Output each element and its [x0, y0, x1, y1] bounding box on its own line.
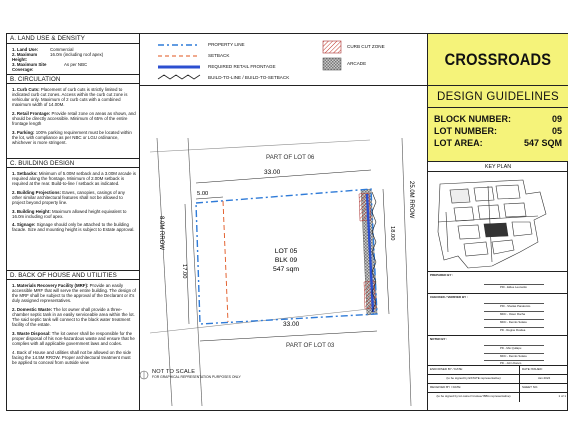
guideline-notes-column — [7, 34, 140, 410]
legend-build-to-line: BUILD-TO-LINE / BUILD-TO-SETBACK — [208, 75, 290, 80]
section-back-of-house: 1. Materials Recovery Facility (MRF): Provide an easily accessible MRF that will serve the entire building. The design of the MRF shall be subject to the approval of the Declarant or it's duly assigned representatives. 2. Domestic Waste: The lot owner shall provide a three-chamber septic tank in an easily serviceable area within the lot. The said septic tank will connect to the black water treatment facility of the estate. 3. Waste Disposal: The lot owner shall be responsible for the proper disposal of his non-hazardous waste and ensure that he complies with all applicable government laws and codes. 4. Back of House and utilities shall not be allowed on the side facing the 14.5M RROW. Proper architectural treatment must be applied to conceal from outside view — [12, 283, 136, 365]
section-circulation-title: B. CIRCULATION — [7, 74, 139, 84]
legend-setback: SETBACK — [208, 53, 230, 58]
arcade-swatch — [323, 58, 341, 70]
curb-cut-swatch — [323, 41, 341, 53]
dim-right-text: 18.00 — [389, 226, 395, 241]
design-guideline-sheet — [6, 33, 568, 411]
key-plan-map — [428, 172, 568, 272]
road-edge-left-inner — [188, 138, 202, 406]
brand-title: CROSSROADS — [444, 49, 552, 69]
section-building-design: 1. Setbacks: Minimum of 5.00M setback and a 3.00M arcade is required along the frontage. Minimum of 2.00M setback is required at the rear. Build-to-line / setback as indicated. 2. Building Projections: Eaves, canopies, casings of any other similar architectural features shall not be allowed to project beyond property line. 3. Building Height: Maximum allowed height equivalent to 16.0m including roof apex. 4. Signage: Signage should only be attached to the building facade. Size and mounting height is subject to Estate approval. — [12, 171, 137, 233]
road-edge-right — [402, 138, 411, 406]
prepared-by-block: PREPARED BY : PID - Eldee Leonardo — [428, 272, 568, 294]
compass-icon — [139, 370, 149, 380]
not-to-scale-note — [152, 369, 241, 379]
lot-plan-drawing — [140, 86, 427, 410]
legend-arcade: ARCADE — [347, 61, 367, 66]
dim-setback-text: 5.00 — [197, 191, 209, 197]
dimension-line-top — [196, 170, 371, 183]
section-land-use: 1. Land Use: Commercial 2. Maximum Height: 16.0m (including roof apex) 3. Maximum Site Coverage: As per NBC — [12, 47, 104, 73]
key-plan-title: KEY PLAN — [428, 162, 568, 172]
adjacent-lot-line-top — [150, 140, 370, 152]
part-lot-bottom-text: PART OF LOT 03 — [286, 342, 335, 349]
site-plan-panel — [140, 34, 427, 410]
curb-cut-zone-bottom — [364, 281, 376, 309]
section-land-use-title: A. LAND USE & DENSITY — [7, 34, 139, 44]
legend-property-line: PROPERTY LINE — [208, 42, 245, 47]
dimension-line-right — [383, 189, 389, 314]
dimension-line-bottom — [200, 331, 377, 341]
guidelines-header — [428, 86, 568, 108]
dim-left-text: 17.00 — [181, 264, 187, 279]
road-right-text: 25.0M RROW — [408, 181, 414, 219]
build-to-line-swatch — [158, 75, 200, 79]
key-plan — [428, 172, 568, 272]
lot-number-text: LOT 05 — [274, 248, 298, 255]
lot-info: BLOCK NUMBER: 09 LOT NUMBER: 05 LOT AREA: 547 SQM — [428, 108, 568, 162]
checked-by-block: CHECKED / VERIFIED BY : PID - Sheilas Panalonito MDC - Owen Rocha MDC - Dennis Solace PD - Regine Rosilea — [428, 294, 568, 336]
guidelines-title: DESIGN GUIDELINES — [436, 90, 560, 103]
noted-by-block: NOTED BY : PD - Mio Quilapu MDC - Dennis Solace PD - John Danco — [428, 336, 568, 366]
legend — [140, 34, 427, 86]
title-block — [427, 34, 568, 410]
section-building-design-title: C. BUILDING DESIGN — [7, 158, 139, 168]
adjacent-lot-line-bottom — [150, 308, 378, 333]
prepared-by-name: PID - Eldee Leonardo — [500, 285, 527, 289]
block-number-text: BLK 09 — [274, 257, 298, 264]
setback-line — [223, 201, 228, 322]
dimension-line-setback — [196, 197, 223, 199]
section-circulation: 1. Curb Cuts: Placement of curb cuts is strictly limited to indicated curb cut zones. Access within the curb cut zone is vehicular only. Maximum of 2 curb cuts with a combined maximum width of 14.00M. 2. Retail Frontage: Provide retail zone on areas as shown, and should be directly accessible. Minimum of 65% of the entire frontage length 3. Parking: 100% parking requirement must be located within the lot, with compliance as per NBC or LGU ordinance, whichever is more stringent. — [12, 87, 136, 145]
road-left-text: 8.0M RROW — [158, 216, 164, 251]
dim-top-text: 33.00 — [264, 169, 281, 176]
part-lot-top-text: PART OF LOT 06 — [266, 154, 315, 161]
legend-retail-frontage: REQUIRED RETAIL FRONTAGE — [208, 64, 276, 69]
graphical-representation-text: FOR GRAPHICAL REPRESENTATION PURPOSES ONLY — [152, 375, 241, 379]
lot-area-text: 547 sqm — [272, 266, 300, 273]
approval-footer: ENDORSED BY / DATE: DATE ISSUED: (to be signed by ESTATE representative) Jan 2024 RECEIVED BY / DATE: SHEET NO. (to be signed by lot owner/ trustee/ BBG representative) 1 of 1 — [428, 366, 568, 402]
brand-header — [428, 34, 568, 86]
not-to-scale-text: NOT TO SCALE — [152, 369, 196, 375]
section-back-of-house-title: D. BACK OF HOUSE AND UTILITIES — [7, 270, 139, 280]
dim-bottom-text: 33.00 — [283, 321, 300, 328]
road-edge-left-outer — [157, 138, 172, 406]
legend-curb-cut: CURB CUT ZONE — [347, 44, 385, 49]
